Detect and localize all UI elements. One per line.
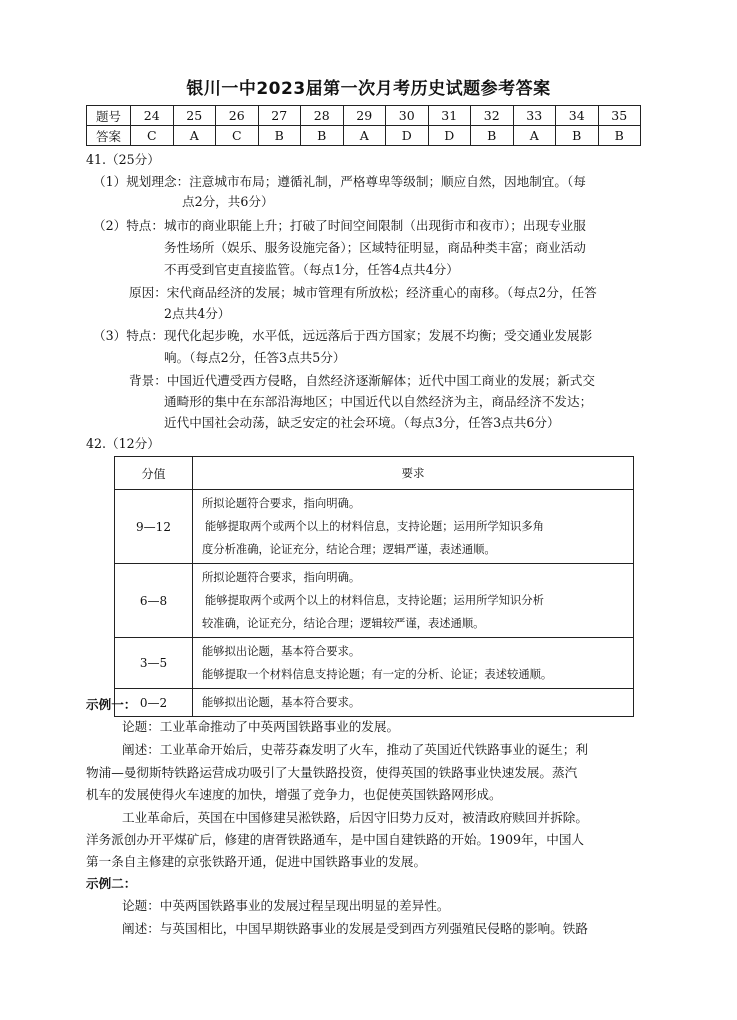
rubric-header-requirement: 要求 — [193, 457, 634, 490]
rubric-line: 所拟论题符合要求，指向明确。 — [202, 497, 361, 510]
rubric-line: 较准确，论证充分，结论合理；逻辑较严谨，表述通顺。 — [202, 617, 485, 630]
rubric-row — [115, 564, 634, 638]
example1-line: 机车的发展使得火车速度的加快，增强了竞争力，也促使英国铁路网形成。 — [86, 787, 502, 802]
answer-cell: D — [428, 126, 471, 146]
example2-heading: 示例二： — [86, 876, 137, 891]
answer-cell: B — [301, 126, 344, 146]
answer-cell: A — [513, 126, 556, 146]
rubric-requirement — [193, 638, 634, 689]
example2-line: 论题：中英两国铁路事业的发展过程呈现出明显的差异性。 — [122, 898, 450, 913]
q41-text-line: （2）特点：城市的商业职能上升；打破了时间空间限制（出现街市和夜市）；出现专业服 — [93, 218, 586, 233]
q42-heading: 42.（12分） — [86, 436, 160, 451]
rubric-line: 能够提取两个或两个以上的材料信息，支持论题；运用所学知识分析 — [205, 594, 544, 607]
answer-table — [86, 105, 641, 146]
rubric-row — [115, 638, 634, 689]
rubric-requirement — [193, 689, 634, 717]
scoring-rubric-table — [114, 456, 634, 717]
rubric-score: 0—2 — [115, 689, 193, 717]
question-number: 30 — [386, 106, 429, 126]
example1-line: 洋务派创办开平煤矿后，修建的唐胥铁路通车，是中国自建铁路的开始。1909年，中国人 — [86, 832, 585, 847]
row-header-question: 题号 — [87, 106, 131, 126]
q41-text-line: 通畸形的集中在东部沿海地区；中国近代以自然经济为主，商品经济不发达； — [164, 394, 593, 409]
answer-cell: A — [173, 126, 216, 146]
rubric-line: 能够提取一个材料信息支持论题；有一定的分析、论证；表述较通顺。 — [202, 668, 553, 681]
q41-text-line: 原因：宋代商品经济的发展；城市管理有所放松；经济重心的南移。（每点2分，任答 — [129, 285, 597, 300]
q41-text-line: 2点共4分） — [164, 306, 231, 321]
rubric-line: 能够拟出论题，基本符合要求。 — [202, 696, 361, 709]
rubric-header-score: 分值 — [115, 457, 193, 490]
q41-text-line: （1）规划理念：注意城市布局；遵循礼制，严格尊卑等级制；顺应自然，因地制宜。（每 — [93, 174, 586, 189]
rubric-line: 度分析准确，论证充分，结论合理；逻辑严谨，表述通顺。 — [202, 543, 496, 556]
answer-cell: A — [343, 126, 386, 146]
rubric-header-row — [115, 457, 634, 490]
question-number: 29 — [343, 106, 386, 126]
answer-cell: B — [258, 126, 301, 146]
rubric-row — [115, 689, 634, 717]
rubric-line: 能够拟出论题，基本符合要求。 — [202, 645, 361, 658]
answer-cell: C — [131, 126, 174, 146]
rubric-score: 6—8 — [115, 564, 193, 638]
question-number: 28 — [301, 106, 344, 126]
example1-line: 物浦—曼彻斯特铁路运营成功吸引了大量铁路投资，使得英国的铁路事业快速发展。蒸汽 — [86, 765, 578, 780]
question-number: 25 — [173, 106, 216, 126]
q41-text-line: 近代中国社会动荡，缺乏安定的社会环境。（每点3分，任答3点共6分） — [164, 415, 560, 430]
example2-line: 阐述：与英国相比，中国早期铁路事业的发展是受到西方列强殖民侵略的影响。铁路 — [122, 921, 588, 936]
question-number: 33 — [513, 106, 556, 126]
question-number: 32 — [471, 106, 514, 126]
example1-heading: 示例一： — [86, 697, 137, 712]
q41-text-line: （3）特点：现代化起步晚，水平低，远远落后于西方国家；发展不均衡；受交通业发展影 — [93, 328, 593, 343]
q41-text-line: 响。（每点2分，任答3点共5分） — [164, 350, 346, 365]
q41-text-line: 点2分，共6分） — [182, 194, 274, 209]
answer-cell: B — [598, 126, 641, 146]
question-number-row — [87, 106, 641, 126]
question-number: 27 — [258, 106, 301, 126]
rubric-score: 3—5 — [115, 638, 193, 689]
example1-line: 阐述：工业革命开始后，史蒂芬森发明了火车，推动了英国近代铁路事业的诞生；利 — [122, 742, 588, 757]
rubric-requirement — [193, 564, 634, 638]
answer-cell: B — [556, 126, 599, 146]
answer-cell: B — [471, 126, 514, 146]
question-number: 24 — [131, 106, 174, 126]
question-number: 26 — [216, 106, 259, 126]
q41-text-line: 不再受到官吏直接监管。（每点1分，任答4点共4分） — [164, 262, 459, 277]
example1-line: 论题：工业革命推动了中英两国铁路事业的发展。 — [122, 719, 400, 734]
question-number: 35 — [598, 106, 641, 126]
example1-line: 工业革命后，英国在中国修建吴淞铁路，后因守旧势力反对，被清政府赎回并拆除。 — [122, 810, 588, 825]
rubric-score: 9—12 — [115, 490, 193, 564]
rubric-row — [115, 490, 634, 564]
question-number: 34 — [556, 106, 599, 126]
q41-text-line: 背景：中国近代遭受西方侵略，自然经济逐渐解体；近代中国工商业的发展；新式交 — [129, 373, 595, 388]
question-number: 31 — [428, 106, 471, 126]
rubric-line: 所拟论题符合要求，指向明确。 — [202, 571, 361, 584]
answer-cell: C — [216, 126, 259, 146]
q41-text-line: 务性场所（娱乐、服务设施完备）；区域特征明显，商品种类丰富；商业活动 — [164, 240, 586, 255]
row-header-answer: 答案 — [87, 126, 131, 146]
page-title: 银川一中2023届第一次月考历史试题参考答案 — [186, 79, 551, 99]
rubric-requirement — [193, 490, 634, 564]
q41-heading: 41.（25分） — [86, 152, 160, 167]
rubric-line: 能够提取两个或两个以上的材料信息，支持论题；运用所学知识多角 — [205, 520, 544, 533]
answer-cell: D — [386, 126, 429, 146]
answer-row — [87, 126, 641, 146]
example1-line: 第一条自主修建的京张铁路开通，促进中国铁路事业的发展。 — [86, 854, 427, 869]
